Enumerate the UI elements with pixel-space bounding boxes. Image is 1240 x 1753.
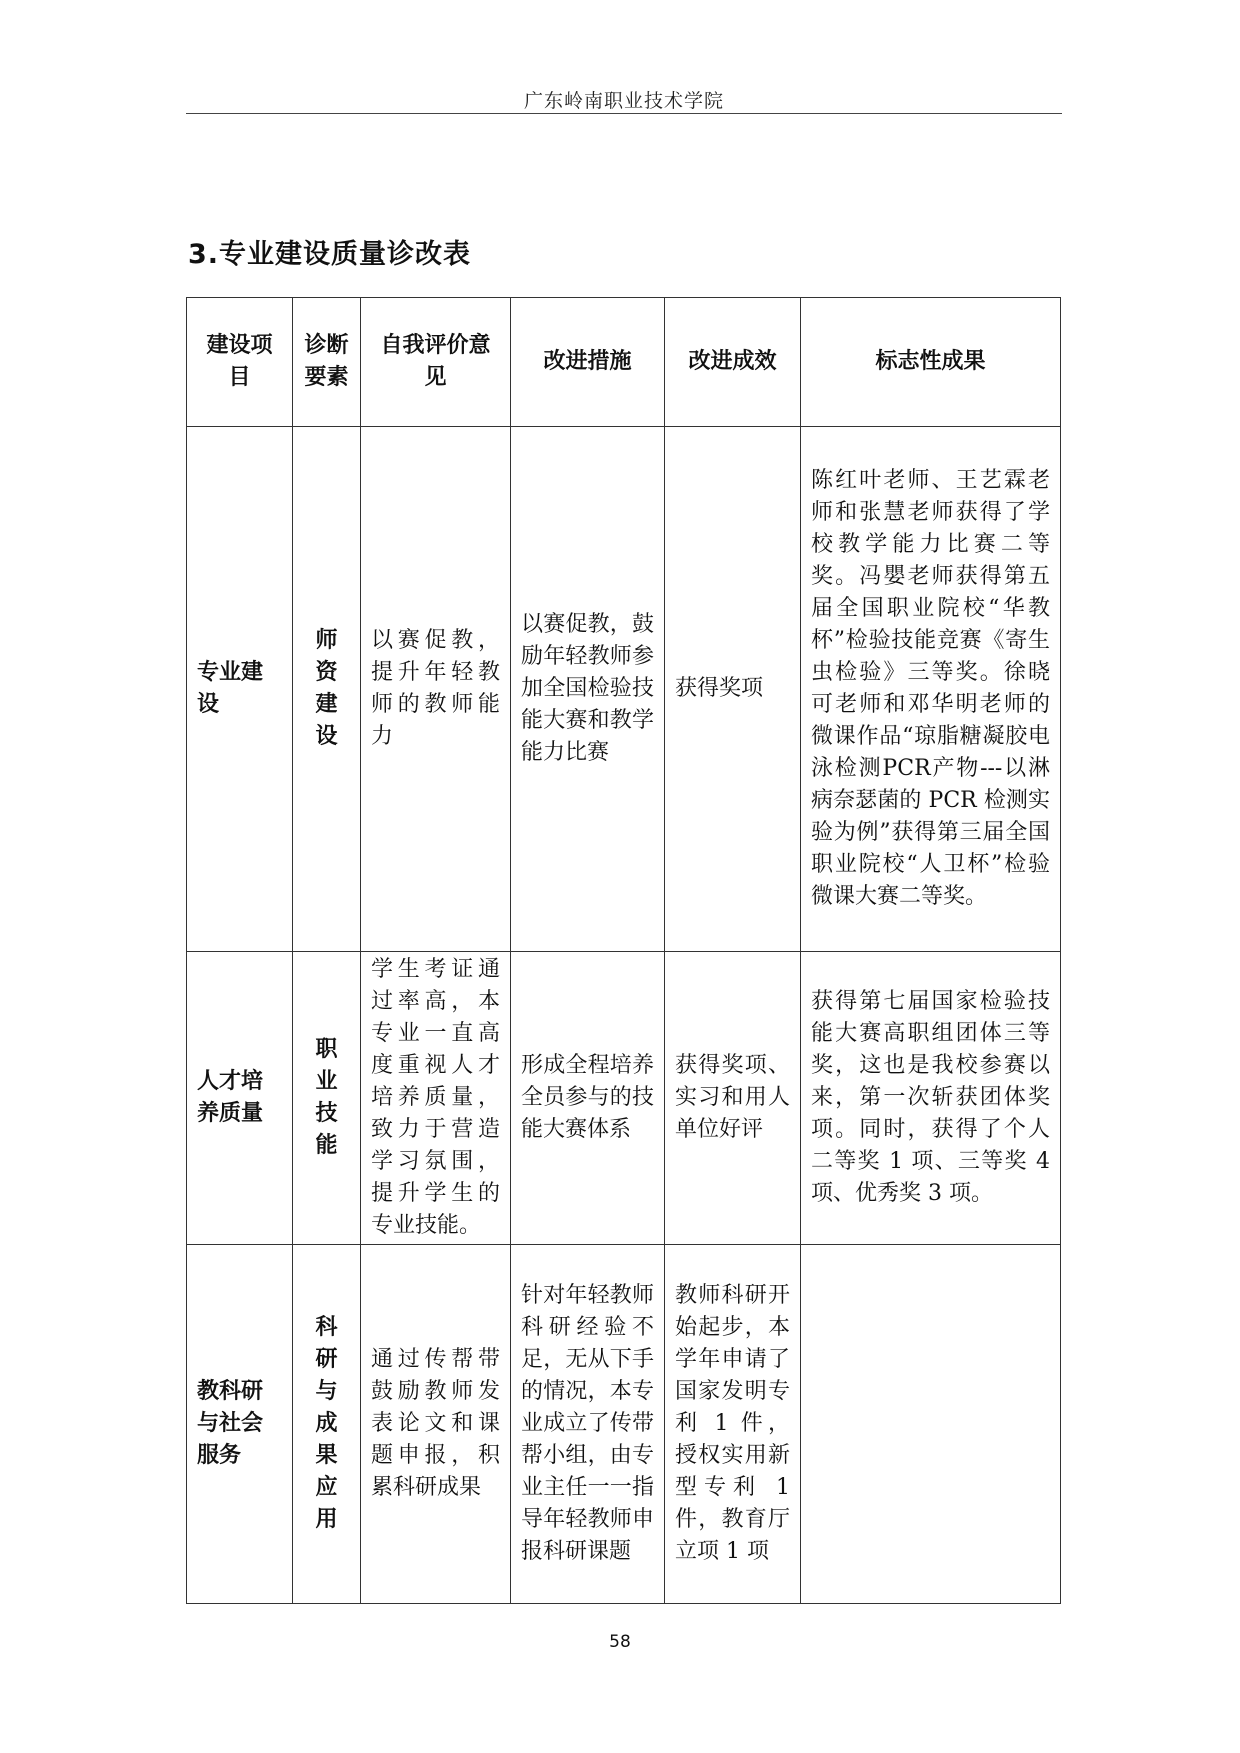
table-row <box>187 1245 1061 1604</box>
cell-achievements: 陈红叶老师、王艺霖老师和张慧老师获得了学校教学能力比赛二等奖。冯嬰老师获得第五届全国职业院校“华教杯”检验技能竞赛《寄生虫检验》三等奖。徐晓可老师和邓华明老师的微课作品“琼脂糖凝胶电泳检测PCR产物---以淋病奈瑟菌的 PCR 检测实验为例”获得第三届全国职业院校“人卫杯”检验微课大赛二等奖。 <box>801 427 1061 952</box>
cell-self-evaluation: 学生考证通过率高，本专业一直高度重视人才培养质量，致力于营造学习氛围，提升学生的专业技能。 <box>361 952 511 1245</box>
diagnosis-table <box>186 297 1061 1604</box>
header-project: 建设项目 <box>187 298 293 427</box>
header-measures: 改进措施 <box>511 298 665 427</box>
header-element: 诊断要素 <box>293 298 361 427</box>
section-title: 3.专业建设质量诊改表 <box>188 239 472 270</box>
table-header-row <box>187 298 1061 427</box>
cell-measures: 针对年轻教师科研经验不足，无从下手的情况，本专业成立了传带帮小组，由专业主任一一指导年轻教师申报科研课题 <box>511 1245 665 1604</box>
cell-measures: 形成全程培养全员参与的技能大赛体系 <box>511 952 665 1245</box>
cell-results: 获得奖项、实习和用人单位好评 <box>665 952 801 1245</box>
page-number: 58 <box>609 1632 631 1652</box>
cell-element: 师资建设 <box>293 427 361 952</box>
cell-element: 科研与成果应用 <box>293 1245 361 1604</box>
cell-results: 教师科研开始起步，本学年申请了国家发明专利 1 件，授权实用新型专利 1 件，教育厅立项 1 项 <box>665 1245 801 1604</box>
document-header-title: 广东岭南职业技术学院 <box>523 90 724 112</box>
header-self-evaluation: 自我评价意见 <box>361 298 511 427</box>
table-row <box>187 427 1061 952</box>
header-divider <box>186 113 1062 114</box>
cell-self-evaluation: 以赛促教，提升年轻教师的教师能力 <box>361 427 511 952</box>
cell-project: 教科研与社会服务 <box>187 1245 293 1604</box>
cell-achievements <box>801 1245 1061 1604</box>
header-results: 改进成效 <box>665 298 801 427</box>
cell-element: 职业技能 <box>293 952 361 1245</box>
cell-measures: 以赛促教，鼓励年轻教师参加全国检验技能大赛和教学能力比赛 <box>511 427 665 952</box>
cell-project: 人才培养质量 <box>187 952 293 1245</box>
cell-self-evaluation: 通过传帮带鼓励教师发表论文和课题申报，积累科研成果 <box>361 1245 511 1604</box>
cell-project: 专业建设 <box>187 427 293 952</box>
cell-results: 获得奖项 <box>665 427 801 952</box>
table-row <box>187 952 1061 1245</box>
header-achievements: 标志性成果 <box>801 298 1061 427</box>
cell-achievements: 获得第七届国家检验技能大赛高职组团体三等奖，这也是我校参赛以来，第一次斩获团体奖项。同时，获得了个人二等奖 1 项、三等奖 4 项、优秀奖 3 项。 <box>801 952 1061 1245</box>
